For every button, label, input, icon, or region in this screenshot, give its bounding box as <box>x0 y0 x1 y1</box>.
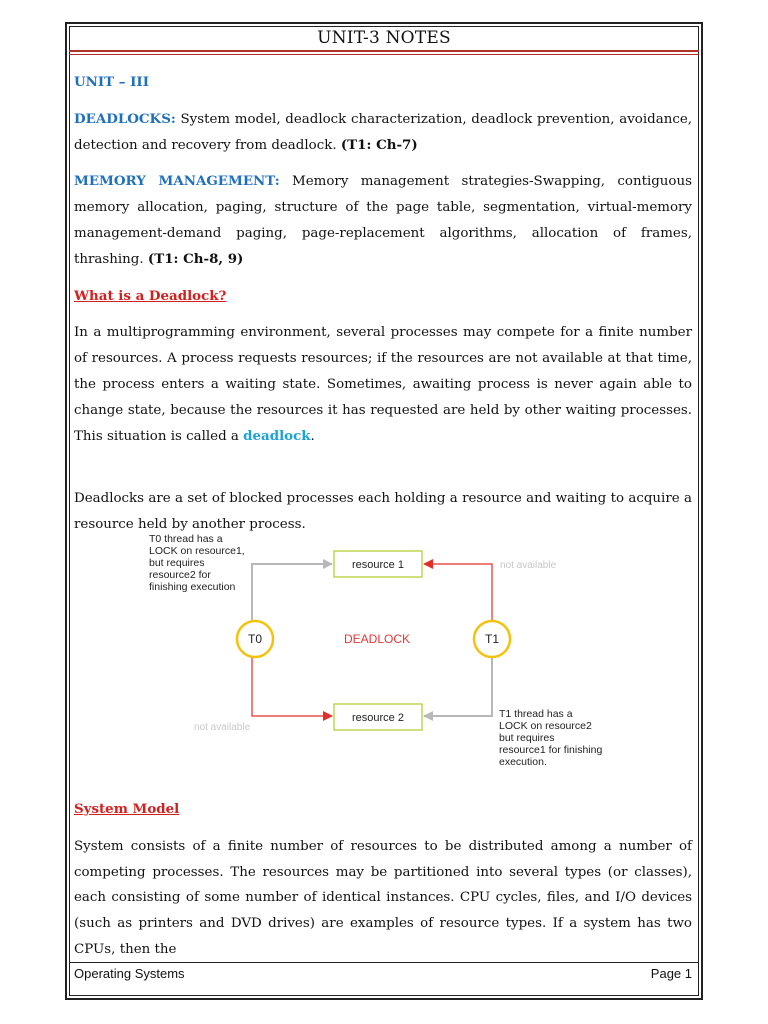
t0-note-line: resource2 for <box>149 569 211 581</box>
footer-rule <box>69 962 699 963</box>
deadlocks-ref: (T1: Ch-7) <box>340 136 418 153</box>
t1-note-line: execution. <box>499 756 547 768</box>
t0-note-line: but requires <box>149 557 205 569</box>
t1-note-line: but requires <box>499 732 555 744</box>
t0-request-arrow <box>252 564 332 621</box>
what-is-deadlock-heading: What is a Deadlock? <box>74 287 227 304</box>
system-model-paragraph: System consists of a finite number of resources to be distributed among a number of competing processes. The resources may be partitioned into several types (or classes), each consisting of some number of identical instances. CPU cycles, files, and I/O devices (such as printers and DVD drives) are examples of resource types. If a system has two CPUs, then the <box>74 838 692 957</box>
para1-end: . <box>310 428 315 444</box>
not-available-label-1: not available <box>500 560 557 571</box>
memory-label: MEMORY MANAGEMENT: <box>74 173 280 190</box>
deadlock-diagram <box>74 528 692 778</box>
para1-text: In a multiprogramming environment, several processes may compete for a finite number of resources. A process requests resources; if the resources are not available at that time, the process enters a waiting state. Sometimes, awaiting process is never again able to change state, because the resources it has requested are held by other waiting processes. This situation is called a <box>74 325 692 444</box>
resource-2-label: resource 2 <box>352 712 404 724</box>
deadlock-term: deadlock <box>243 427 311 444</box>
t1-label: T1 <box>484 632 500 646</box>
title-rule-secondary <box>69 54 699 55</box>
t1-note-line: LOCK on resource2 <box>499 720 592 732</box>
deadlocks-paragraph <box>74 107 692 159</box>
page-content <box>74 70 692 538</box>
unit-heading: UNIT – III <box>74 74 149 90</box>
t0-note-line: LOCK on resource1, <box>149 545 245 557</box>
resource-1-label: resource 1 <box>352 559 404 571</box>
t1-note-line: resource1 for finishing <box>499 744 603 756</box>
title-rule <box>69 50 699 52</box>
t0-note-text <box>149 533 248 593</box>
memory-text: Memory management strategies-Swapping, contiguous memory allocation, paging, structure of the page table, segmentation, virtual-memory management-demand paging, page-replacement algorithms, allocation of frames, thrashing. <box>74 174 692 267</box>
t0-note-line: finishing execution <box>149 581 236 593</box>
deadlock-definition-paragraph <box>74 320 692 449</box>
t0-note-line: T0 thread has a <box>149 533 223 545</box>
page-title: UNIT-3 NOTES <box>317 28 451 48</box>
deadlocks-label: DEADLOCKS: <box>74 110 176 127</box>
footer-course: Operating Systems <box>74 966 185 981</box>
not-available-label-2: not available <box>194 722 251 733</box>
deadlocks-text: System model, deadlock characterization, deadlock prevention, avoidance, detection and recovery from deadlock. <box>74 111 692 153</box>
t1-to-resource1-arrow <box>424 564 492 620</box>
t1-note-line: T1 thread has a <box>499 708 573 720</box>
t0-to-resource2-arrow <box>252 658 332 716</box>
footer-page-number: Page 1 <box>650 966 692 981</box>
system-model-heading: System Model <box>74 801 180 817</box>
t1-note-text <box>499 708 605 768</box>
deadlock-center-label: DEADLOCK <box>343 632 411 646</box>
memory-ref: (T1: Ch-8, 9) <box>147 250 244 267</box>
t1-request-arrow <box>424 658 492 716</box>
blocked-processes-paragraph: Deadlocks are a set of blocked processes each holding a resource and waiting to acquire a resource held by another process. <box>74 491 692 533</box>
t0-label: T0 <box>247 632 263 646</box>
memory-paragraph <box>74 169 692 272</box>
system-model-section <box>74 797 692 963</box>
